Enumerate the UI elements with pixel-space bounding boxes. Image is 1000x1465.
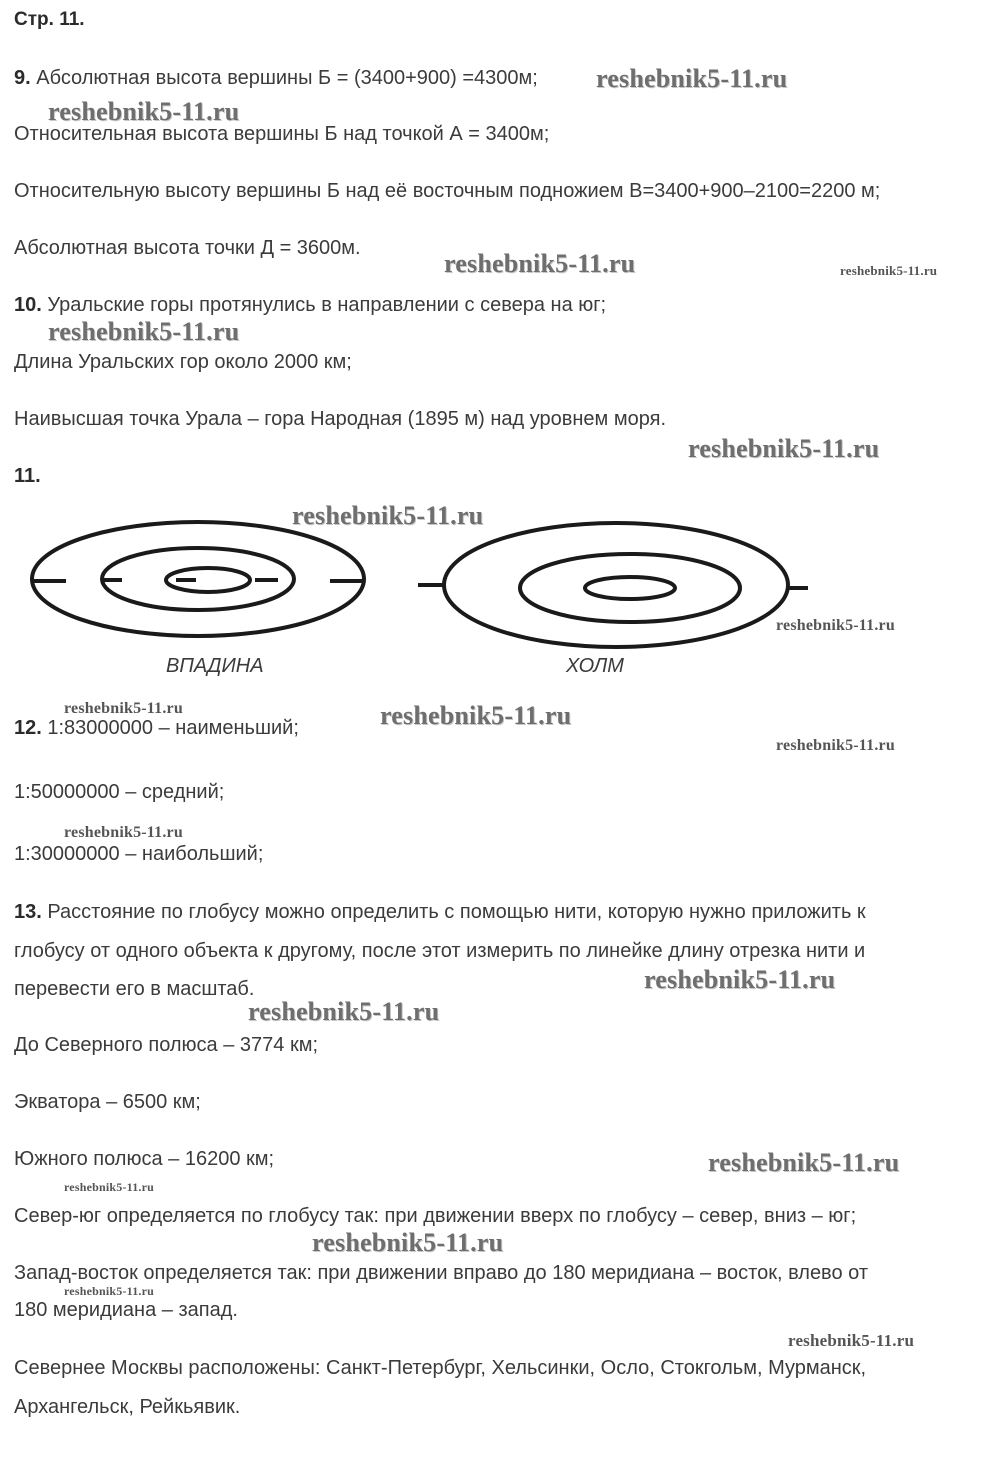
- task13-line10: Севернее Москвы расположены: Санкт-Петербург, Хельсинки, Осло, Стокгольм, Мурманск,: [14, 1357, 867, 1379]
- page-header: Стр. 11.: [14, 9, 85, 30]
- task13-number: 13.: [14, 901, 42, 923]
- task9-line4: Абсолютная высота точки Д = 3600м.: [14, 237, 361, 259]
- depression-outer-contour: [32, 522, 364, 636]
- task12-number: 12.: [14, 717, 42, 739]
- watermark: reshebnik5-11.ru: [48, 317, 240, 346]
- watermark: reshebnik5-11.ru: [644, 965, 836, 994]
- task9-line3: Относительную высоту вершины Б над её восточным подножием В=3400+900–2100=2200 м;: [14, 180, 881, 202]
- hill-caption: ХОЛМ: [566, 655, 624, 677]
- task12-line1: 12. 1:83000000 – наименьший;: [14, 717, 299, 739]
- hill-middle-contour: [520, 554, 740, 622]
- depression-caption: ВПАДИНА: [166, 655, 264, 677]
- task13-line8: Запад-восток определяется так: при движении вправо до 180 меридиана – восток, влево от: [14, 1262, 868, 1284]
- watermark: reshebnik5-11.ru: [48, 97, 240, 126]
- task13-line11: Архангельск, Рейкьявик.: [14, 1396, 241, 1418]
- task13-line5: Экватора – 6500 км;: [14, 1091, 201, 1113]
- watermark: reshebnik5-11.ru: [596, 64, 788, 93]
- watermark: reshebnik5-11.ru: [248, 997, 440, 1026]
- watermark: reshebnik5-11.ru: [64, 1284, 154, 1298]
- hill-contours: [418, 523, 808, 647]
- task9-line1: 9. Абсолютная высота вершины Б = (3400+900) =4300м;: [14, 67, 538, 89]
- hill-outer-contour: [444, 523, 788, 647]
- watermark: reshebnik5-11.ru: [380, 701, 572, 730]
- watermark: reshebnik5-11.ru: [64, 1180, 154, 1194]
- task13-line2: глобусу от одного объекта к другому, после этот измерить по линейке длину отрезка нити и: [14, 940, 866, 962]
- task13-line9: 180 меридиана – запад.: [14, 1299, 238, 1321]
- watermark: reshebnik5-11.ru: [776, 617, 895, 634]
- task13-line7: Север-юг определяется по глобусу так: при движении вверх по глобусу – север, вниз – юг;: [14, 1205, 857, 1227]
- hill-inner-contour: [585, 577, 675, 599]
- watermark: reshebnik5-11.ru: [708, 1148, 900, 1177]
- task13-line6: Южного полюса – 16200 км;: [14, 1148, 275, 1170]
- depression-contours: [32, 522, 365, 636]
- watermark: reshebnik5-11.ru: [788, 1331, 915, 1350]
- watermark: reshebnik5-11.ru: [292, 501, 484, 530]
- task12-line3: 1:30000000 – наибольший;: [14, 843, 264, 865]
- task10-line1: 10. Уральские горы протянулись в направлении с севера на юг;: [14, 294, 607, 316]
- task11-line: [14, 464, 41, 488]
- watermark: reshebnik5-11.ru: [64, 824, 183, 841]
- task11-number: 11.: [14, 465, 41, 487]
- watermark: reshebnik5-11.ru: [840, 263, 938, 278]
- task10-line2: Длина Уральских гор около 2000 км;: [14, 351, 352, 373]
- watermark: reshebnik5-11.ru: [688, 434, 880, 463]
- task9-number: 9.: [14, 67, 31, 89]
- watermark: reshebnik5-11.ru: [312, 1228, 504, 1257]
- task12-line2: 1:50000000 – средний;: [14, 781, 225, 803]
- task10-line3: Наивысшая точка Урала – гора Народная (1895 м) над уровнем моря.: [14, 408, 667, 430]
- watermark: reshebnik5-11.ru: [776, 737, 895, 754]
- task13-line3: перевести его в масштаб.: [14, 978, 255, 1000]
- task13-line1: 13. Расстояние по глобусу можно определить с помощью нити, которую нужно приложить к: [14, 901, 866, 923]
- watermark: reshebnik5-11.ru: [444, 249, 636, 278]
- task10-number: 10.: [14, 294, 42, 316]
- task13-line4: До Северного полюса – 3774 км;: [14, 1034, 319, 1056]
- watermark: reshebnik5-11.ru: [64, 700, 183, 717]
- task9-line2: Относительная высота вершины Б над точкой А = 3400м;: [14, 123, 550, 145]
